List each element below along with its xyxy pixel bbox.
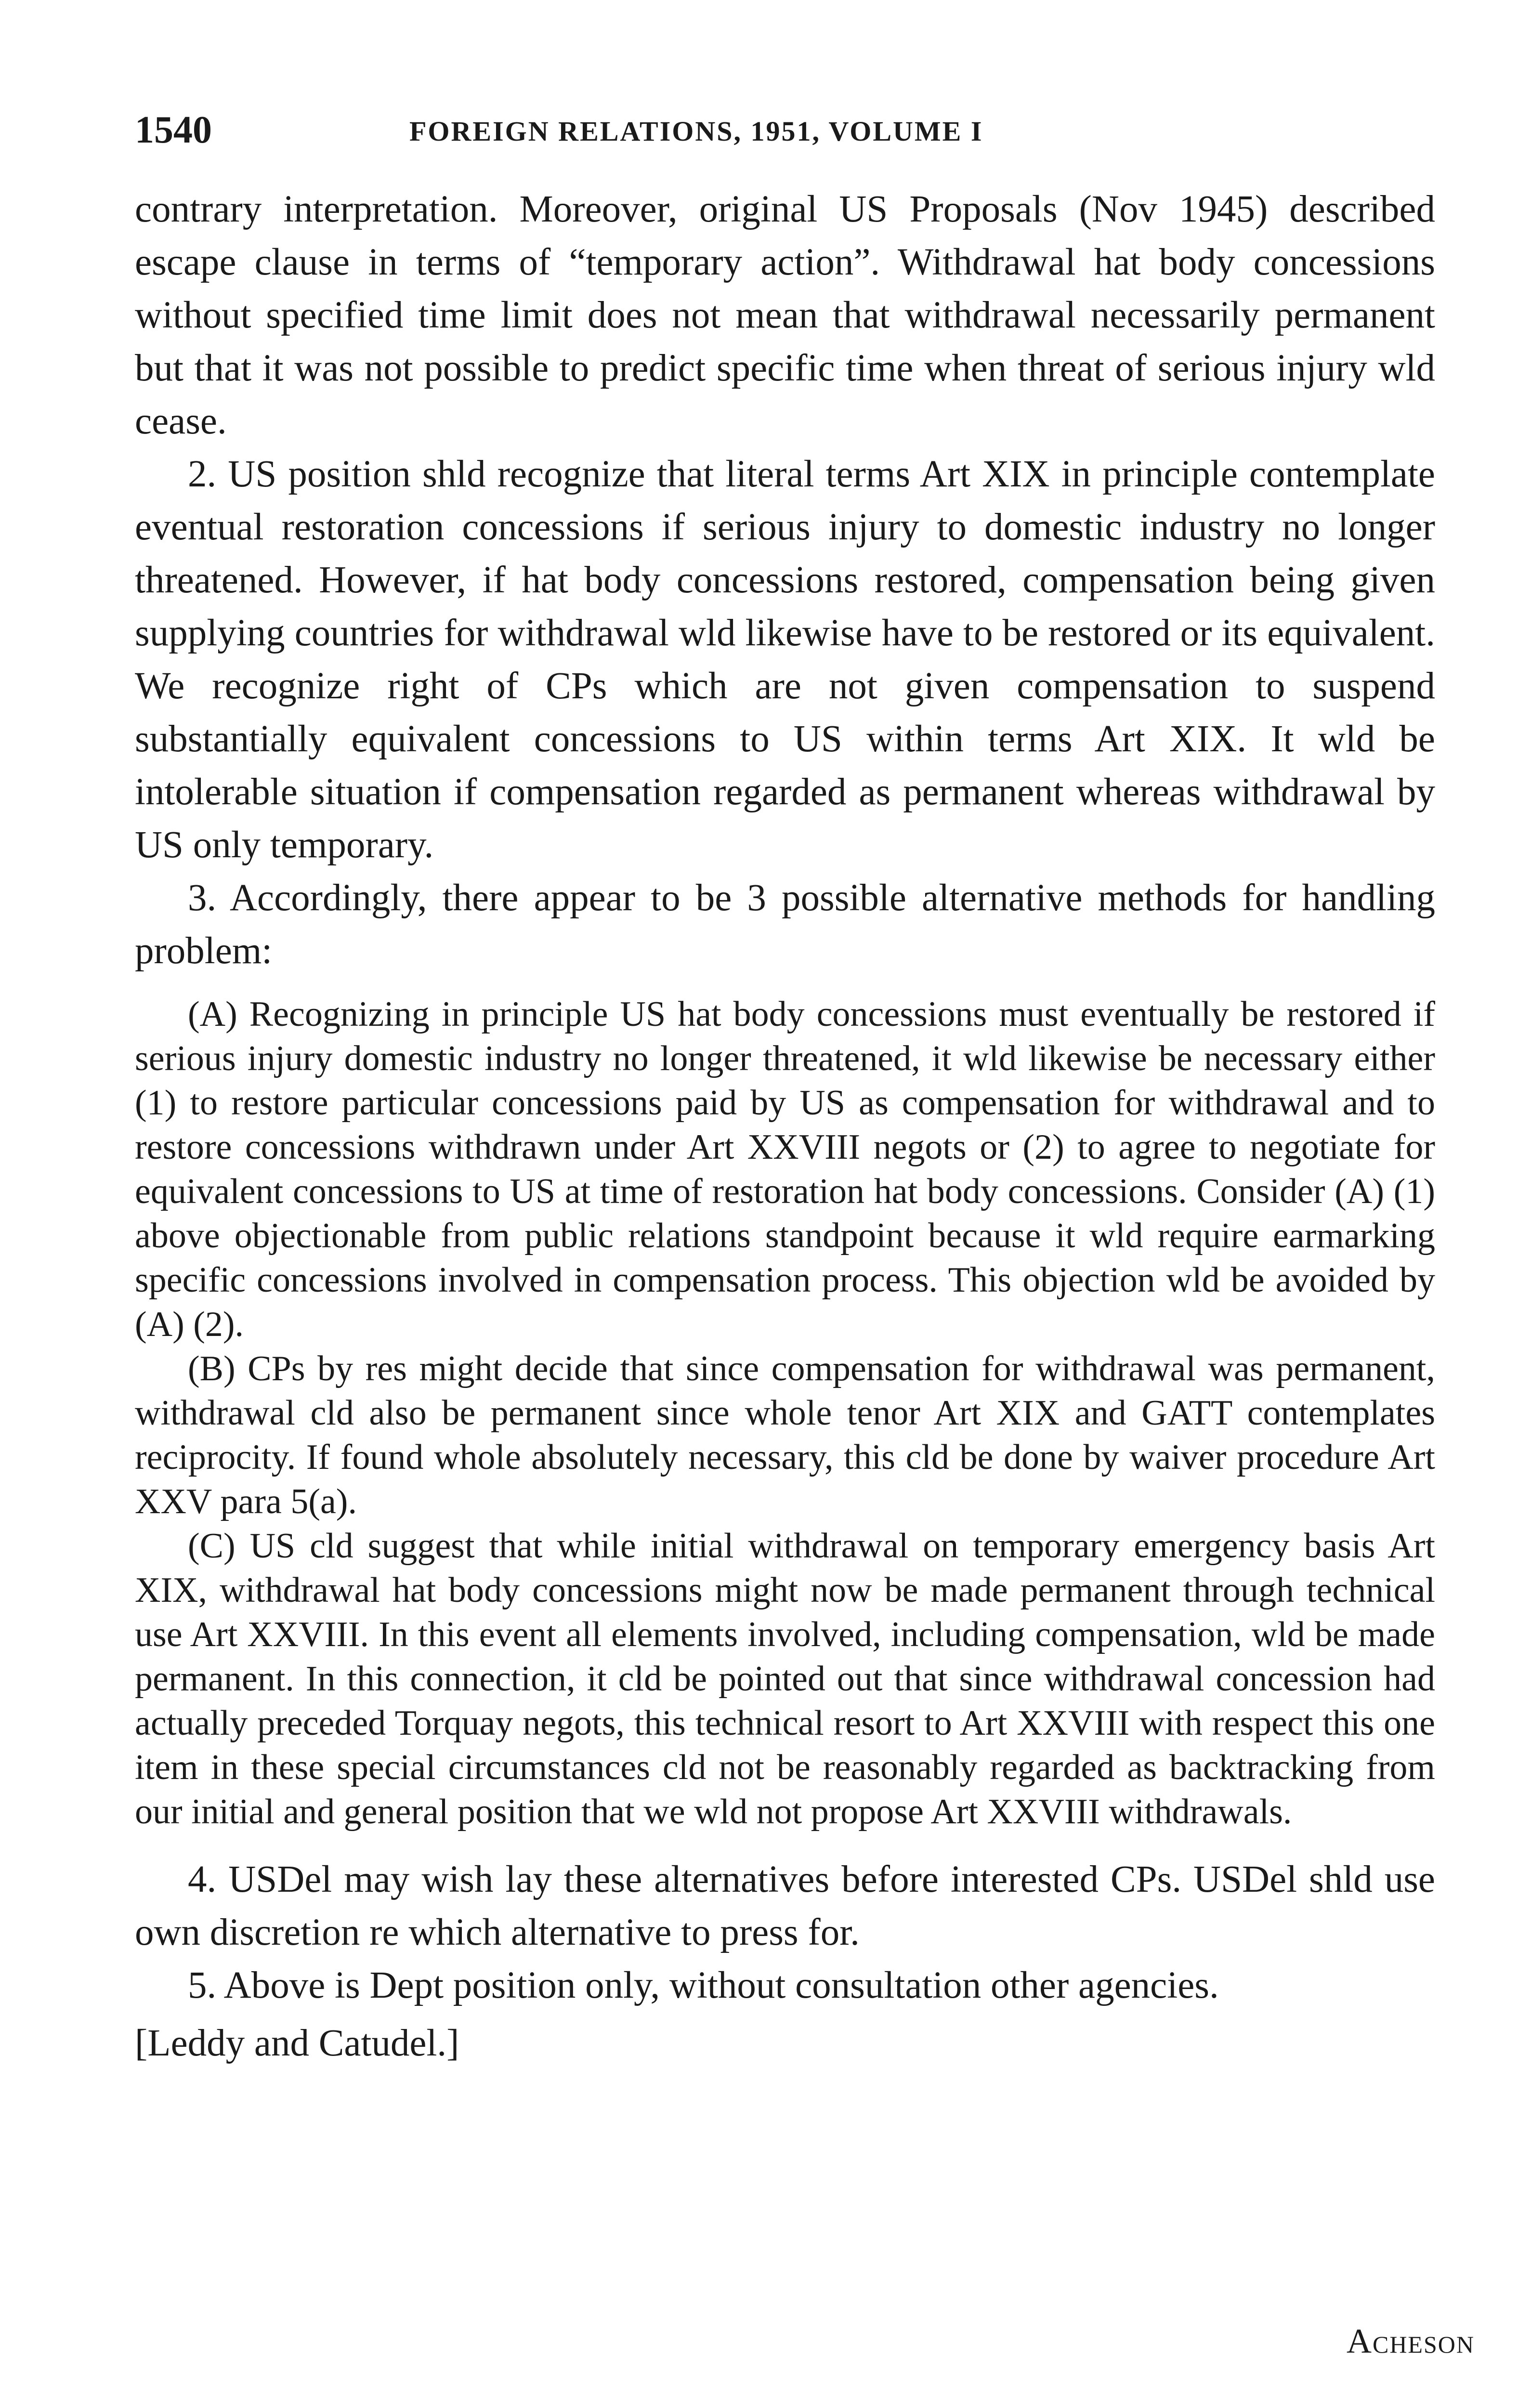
paragraph-4: 4. USDel may wish lay these alternatives before interested CPs. USDel shld use own discretion re which alternative to press for. bbox=[135, 1858, 1435, 1953]
paragraph-continuation: contrary interpretation. Moreover, original US Proposals (Nov 1945) described escape clause in terms of “temporary action”. Withdrawal hat body concessions without specified time limit does not mean that withdrawal necessarily permanent but that it was not possible to predict specific time when threat of serious injury wld cease. bbox=[135, 188, 1435, 442]
running-title: FOREIGN RELATIONS, 1951, VOLUME I bbox=[409, 116, 983, 147]
paragraph-2: 2. US position shld recognize that literal terms Art XIX in principle contemplate eventual restoration concessions if serious injury to domestic industry no longer threatened. However, if hat body concessions restored, compensation being given supplying countries for withdrawal wld likewise have to be restored or its equivalent. We recognize right of CPs which are not given compensation to suspend substantially equivalent concessions to US within terms Art XIX. It wld be intolerable situation if compensation regarded as permanent whereas withdrawal by US only temporary. bbox=[135, 453, 1435, 866]
paragraph-5: 5. Above is Dept position only, without consultation other agencies. bbox=[188, 1964, 1219, 2006]
alternative-b: (B) CPs by res might decide that since compensation for withdrawal was permanent, withdrawal cld also be permanent since whole tenor Art XIX and GATT contemplates reciprocity. If found whole absolutely necessary, this cld be done by waiver procedure Art XXV para 5(a). bbox=[135, 1349, 1435, 1521]
document-page bbox=[135, 111, 1435, 2070]
alternative-c: (C) US cld suggest that while initial withdrawal on temporary emergency basis Art XIX, withdrawal hat body concessions might now be made permanent through technical use Art XXVIII. In this event all elements involved, including compensation, wld be made permanent. In this connection, it cld be pointed out that since withdrawal concession had actually preceded Torquay negots, this technical resort to Art XXVIII with respect this one item in these special circumstances cld not be reasonably regarded as backtracking from our initial and general position that we wld not propose Art XXVIII withdrawals. bbox=[135, 1526, 1435, 1832]
signature: Acheson bbox=[1346, 2322, 1475, 2360]
alternatives-block bbox=[135, 992, 1435, 1834]
closing-text bbox=[135, 1853, 1435, 2012]
main-text bbox=[135, 183, 1435, 978]
page-header bbox=[135, 111, 1435, 183]
drafters-note: [Leddy and Catudel.] bbox=[135, 2022, 459, 2064]
page-number: 1540 bbox=[135, 109, 212, 151]
alternative-a: (A) Recognizing in principle US hat body concessions must eventually be restored if serious injury domestic industry no longer threatened, it wld likewise be necessary either (1) to restore particular concessions paid by US as compensation for withdrawal and to restore concessions withdrawn under Art XXVIII negots or (2) to agree to negotiate for equivalent concessions to US at time of restoration hat body concessions. Consider (A) (1) above objectionable from public relations standpoint because it wld require earmarking specific concessions involved in compensation process. This objection wld be avoided by (A) (2). bbox=[135, 995, 1435, 1344]
paragraph-3: 3. Accordingly, there appear to be 3 possible alternative methods for handling problem: bbox=[135, 877, 1435, 972]
